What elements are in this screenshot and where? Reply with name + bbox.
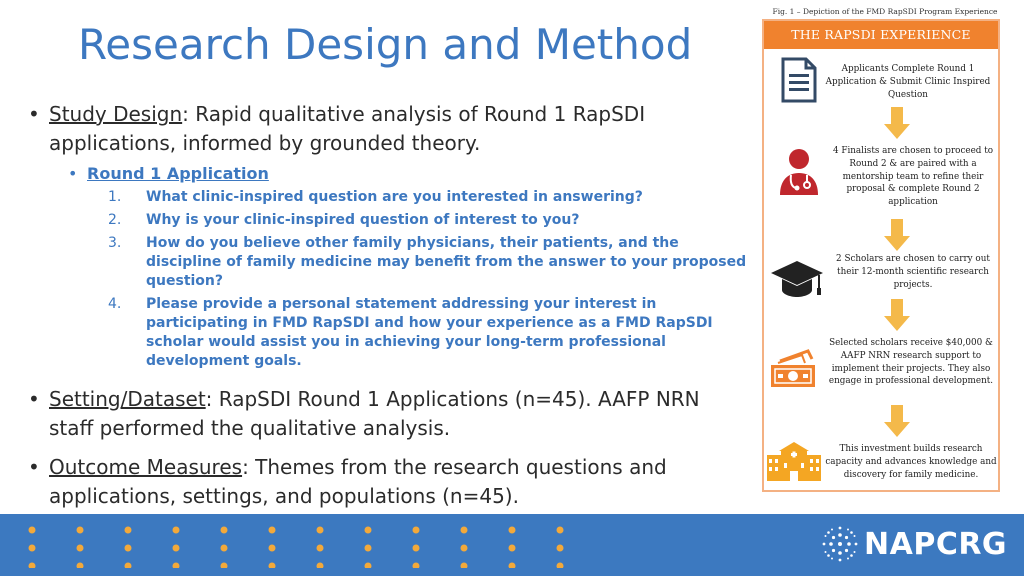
main-content: [28, 100, 748, 511]
step-text: 4 Finalists are chosen to proceed to Round 2 & are paired with a mentorship team to refine their proposal & complete Round 2 application: [832, 146, 994, 208]
bullet-text: : Rapid qualitative analysis of Round 1 RapSDI applications, informed by grounded theory.: [49, 102, 646, 155]
bullet-setting: [28, 385, 748, 443]
bullet-label: Study Design: [49, 102, 183, 126]
list-number: 3.: [108, 235, 122, 251]
list-number: 1.: [108, 189, 122, 205]
round1-label: Round 1 Application: [87, 164, 269, 183]
list-text: How do you believe other family physicians, their patients, and the discipline of family medicine may benefit from the answer to your proposed question?: [146, 235, 747, 289]
list-text: What clinic-inspired question are you interested in answering?: [146, 189, 643, 205]
footer-bar: [0, 514, 1024, 576]
decorative-dots: [28, 524, 588, 568]
panel-header: THE RAPSDI EXPERIENCE: [764, 21, 998, 49]
figure-caption: Fig. 1 – Depiction of the FMD RapSDI Program Experience: [772, 7, 998, 16]
step-text: Selected scholars receive $40,000 & AAFP NRN research support to implement their projects. They also engage in professional development.: [828, 338, 994, 387]
university-icon: [766, 441, 822, 483]
arrow-down-icon: [884, 219, 910, 251]
physician-icon: [778, 147, 820, 197]
napcrg-logo: [822, 526, 1007, 562]
arrow-down-icon: [884, 299, 910, 331]
graduation-cap-icon: [770, 259, 824, 299]
list-item: [28, 188, 748, 207]
arrow-down-icon: [884, 107, 910, 139]
page-title: Research Design and Method: [78, 20, 693, 69]
bullet-outcomes: [28, 453, 748, 511]
bullet-text: : RapSDI Round 1 Applications (n=45). AAFP NRN staff performed the qualitative analysis.: [49, 387, 700, 440]
bullet-text: : Themes from the research questions and applications, settings, and populations (n=45).: [49, 455, 667, 508]
rapsdi-experience-panel: [762, 19, 1000, 492]
arrow-down-icon: [884, 405, 910, 437]
round1-heading: [68, 164, 748, 184]
step-text: This investment builds research capacity and advances knowledge and discovery for family medicine.: [825, 444, 997, 480]
list-item: [28, 211, 748, 230]
logo-text: NAPCRG: [864, 526, 1008, 562]
step-text: 2 Scholars are chosen to carry out their 12-month scientific research projects.: [836, 254, 990, 290]
question-list: [28, 188, 748, 371]
list-number: 4.: [108, 296, 122, 312]
list-item: [28, 234, 748, 291]
list-text: Why is your clinic-inspired question of interest to you?: [146, 212, 580, 228]
step-text: Applicants Complete Round 1 Application & Submit Clinic Inspired Question: [825, 64, 991, 100]
bullet-label: Outcome Measures: [49, 455, 243, 479]
logo-burst-icon: [822, 526, 858, 562]
list-text: Please provide a personal statement addressing your interest in participating in FMD RapSDI and how your experience as a FMD RapSDI scholar would assist you in achieving your long-term professional development goals.: [146, 296, 713, 369]
bullet-dot: •: [68, 164, 78, 183]
money-icon: [768, 347, 818, 391]
list-number: 2.: [108, 212, 122, 228]
bullet-label: Setting/Dataset: [49, 387, 206, 411]
list-item: [28, 295, 748, 371]
document-icon: [780, 57, 818, 103]
bullet-study-design: [28, 100, 748, 158]
